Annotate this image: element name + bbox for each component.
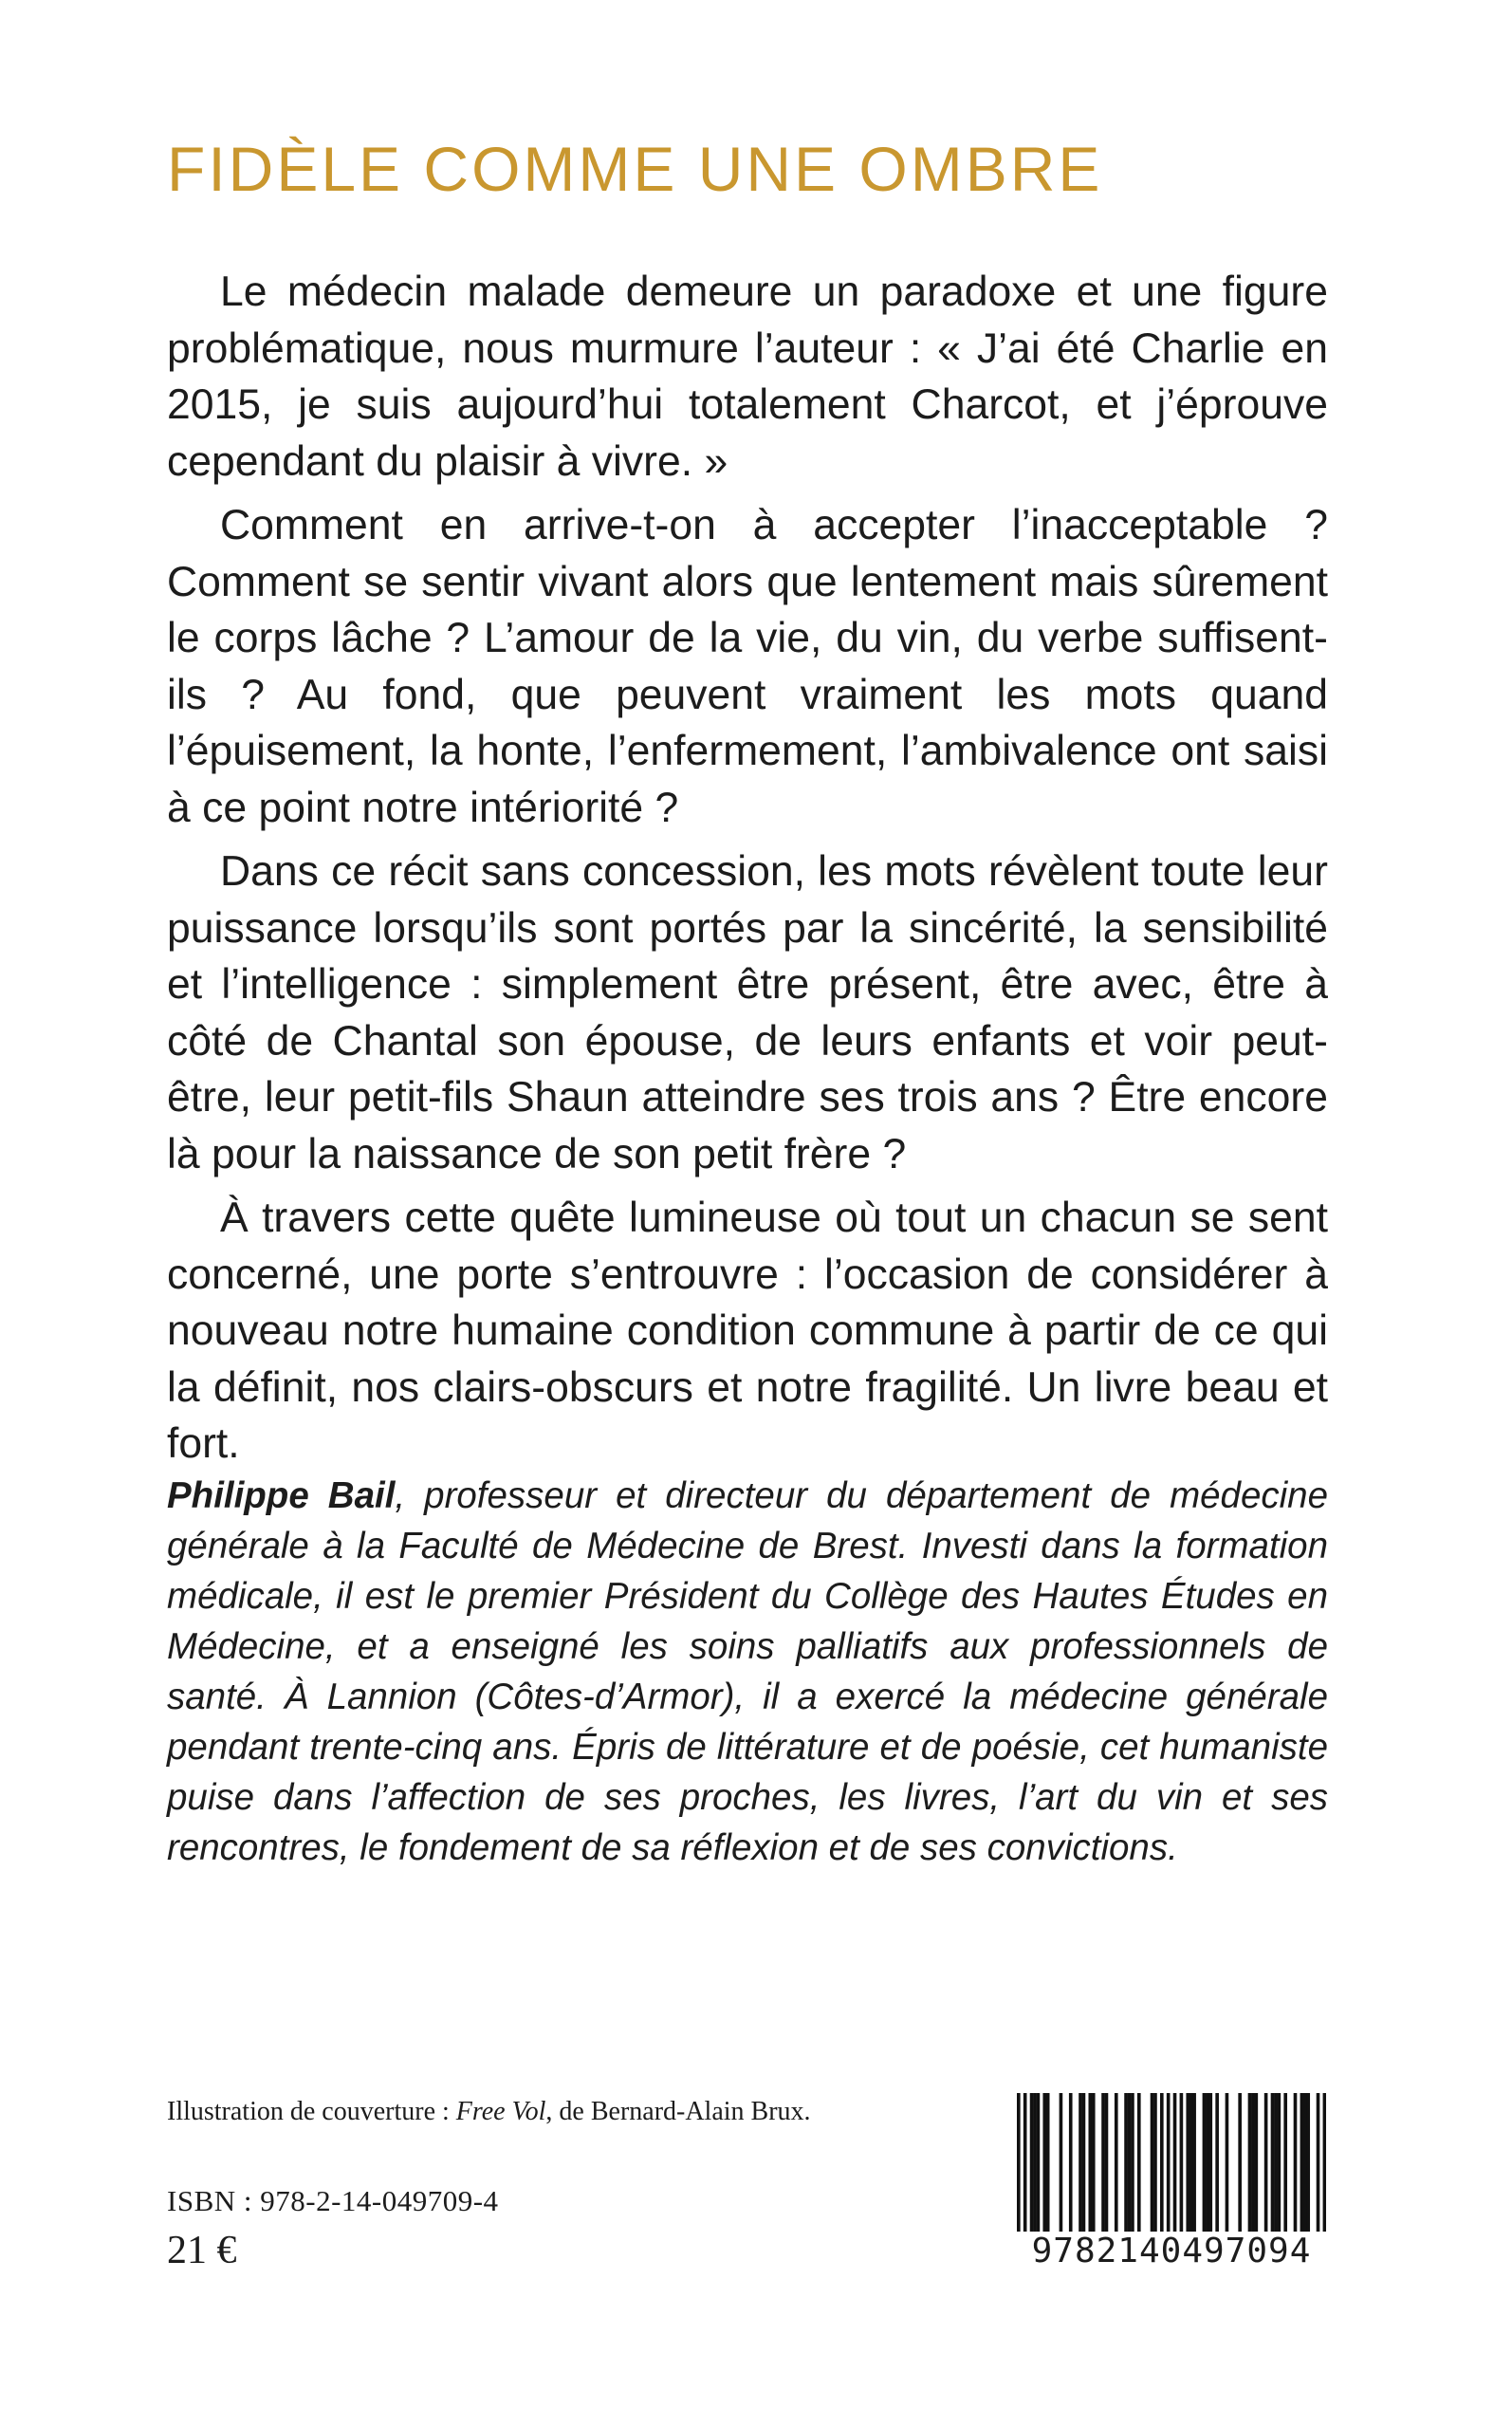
cover-illustration-credit xyxy=(167,2097,811,2127)
credit-work-title: Free Vol xyxy=(455,2097,546,2126)
credit-suffix: , de Bernard-Alain Brux. xyxy=(545,2097,811,2126)
barcode-bar xyxy=(1215,2093,1219,2232)
barcode-bar xyxy=(1203,2093,1207,2232)
price: 21 € xyxy=(167,2229,237,2272)
barcode-bar xyxy=(1206,2093,1209,2232)
barcode-bar xyxy=(1060,2093,1063,2232)
back-cover-blurb xyxy=(167,264,1328,1473)
barcode-bar xyxy=(1167,2093,1171,2232)
author-bio-text: , professeur et directeur du département de médecine générale à la Faculté de Médecine de Brest. Investi dans la formation médicale, il est le premier Président du Collège des Hautes Études en Médecine, et a enseigné les soins palliatifs aux professionnels de santé. À Lannion (Côtes-d’Armor), il a exercé la médecine générale pendant trente-cinq ans. Épris de littérature et de poésie, cet humaniste puise dans l’affection de ses proches, les livres, l’art du vin et ses rencontres, le fondement de sa réflexion et de ses convictions. xyxy=(167,1475,1328,1868)
barcode-bar xyxy=(1208,2093,1212,2232)
barcode-bar xyxy=(1303,2093,1307,2232)
barcode-bar xyxy=(1180,2093,1184,2232)
barcode-bar xyxy=(1030,2093,1034,2232)
barcode-bar xyxy=(1238,2093,1242,2232)
barcode-bar xyxy=(1153,2093,1157,2232)
barcode-bar xyxy=(1283,2093,1287,2232)
barcode-bar xyxy=(1115,2093,1118,2232)
barcode-bar xyxy=(1255,2093,1259,2232)
barcode-bar xyxy=(1251,2093,1255,2232)
book-title: FIDÈLE COMME UNE OMBRE xyxy=(167,134,1103,204)
barcode-bar xyxy=(1189,2093,1193,2232)
barcode-bar xyxy=(1274,2093,1278,2232)
credit-prefix: Illustration de couverture : xyxy=(167,2097,456,2126)
blurb-paragraph: Comment en arrive-t-on à accepter l’inacceptable ? Comment se sentir vivant alors que lentement mais sûrement le corps lâche ? L’amour de la vie, du vin, du verbe suffisent-ils ? Au fond, que peuvent vraiment les mots quand l’épuisement, la honte, l’enfermement, l’ambivalence ont saisi à ce point notre intériorité ? xyxy=(167,502,1328,831)
barcode-bar xyxy=(1186,2093,1189,2232)
barcode-bar xyxy=(1101,2093,1105,2232)
barcode-bar xyxy=(1323,2093,1326,2232)
barcode-bar xyxy=(1192,2093,1196,2232)
barcode-bar xyxy=(1131,2093,1134,2232)
barcode-bar xyxy=(1082,2093,1086,2232)
barcode-bar xyxy=(1160,2093,1164,2232)
barcode-bar xyxy=(1137,2093,1141,2232)
barcode-bar xyxy=(1033,2093,1037,2232)
barcode-bar xyxy=(1017,2093,1021,2232)
barcode-bar xyxy=(1173,2093,1177,2232)
barcode xyxy=(1017,2093,1326,2278)
barcode-bar xyxy=(1128,2093,1132,2232)
barcode-bar xyxy=(1300,2093,1304,2232)
barcode-bar xyxy=(1088,2093,1092,2232)
barcode-bar xyxy=(1226,2093,1229,2232)
author-bio xyxy=(167,1471,1328,1873)
barcode-bar xyxy=(1105,2093,1109,2232)
barcode-bar xyxy=(1278,2093,1282,2232)
barcode-bar xyxy=(1069,2093,1073,2232)
barcode-bar xyxy=(1306,2093,1310,2232)
barcode-bar xyxy=(1079,2093,1082,2232)
barcode-bar xyxy=(1264,2093,1268,2232)
author-name: Philippe Bail xyxy=(167,1475,396,1516)
barcode-bars xyxy=(1017,2093,1326,2235)
barcode-bar xyxy=(1248,2093,1252,2232)
barcode-bar xyxy=(1023,2093,1027,2232)
isbn-number: ISBN : 978-2-14-049709-4 xyxy=(167,2184,499,2217)
blurb-paragraph: Dans ce récit sans concession, les mots révèlent toute leur puissance lorsqu’ils sont portés par la sincérité, la sensibilité et l’intelligence : simplement être présent, être avec, être à côté de Chantal son épouse, de leurs enfants et voir peut-être, leur petit-fils Shaun atteindre ses trois ans ? Être encore là pour la naissance de son petit frère ? xyxy=(167,848,1328,1177)
barcode-bar xyxy=(1042,2093,1046,2232)
barcode-digits: 9782140497094 xyxy=(1031,2232,1312,2270)
barcode-bar xyxy=(1294,2093,1298,2232)
barcode-bar xyxy=(1124,2093,1128,2232)
barcode-bar xyxy=(1271,2093,1275,2232)
barcode-bar xyxy=(1092,2093,1096,2232)
barcode-bar xyxy=(1037,2093,1041,2232)
barcode-bar xyxy=(1151,2093,1154,2232)
blurb-paragraph: À travers cette quête lumineuse où tout un chacun se sent concerné, une porte s’entrouvre : l’occasion de considérer à nouveau notre humaine condition commune à partir de ce qui la définit, nos clairs-obscurs et notre fragilité. Un livre beau et fort. xyxy=(167,1195,1328,1467)
barcode-bar xyxy=(1046,2093,1050,2232)
blurb-paragraph: Le médecin malade demeure un paradoxe et une figure problématique, nous murmure l’auteur : « J’ai été Charlie en 2015, je suis aujourd’hui totalement Charcot, et j’éprouve cependant du plaisir à vivre. » xyxy=(167,269,1328,485)
barcode-bar xyxy=(1317,2093,1320,2232)
